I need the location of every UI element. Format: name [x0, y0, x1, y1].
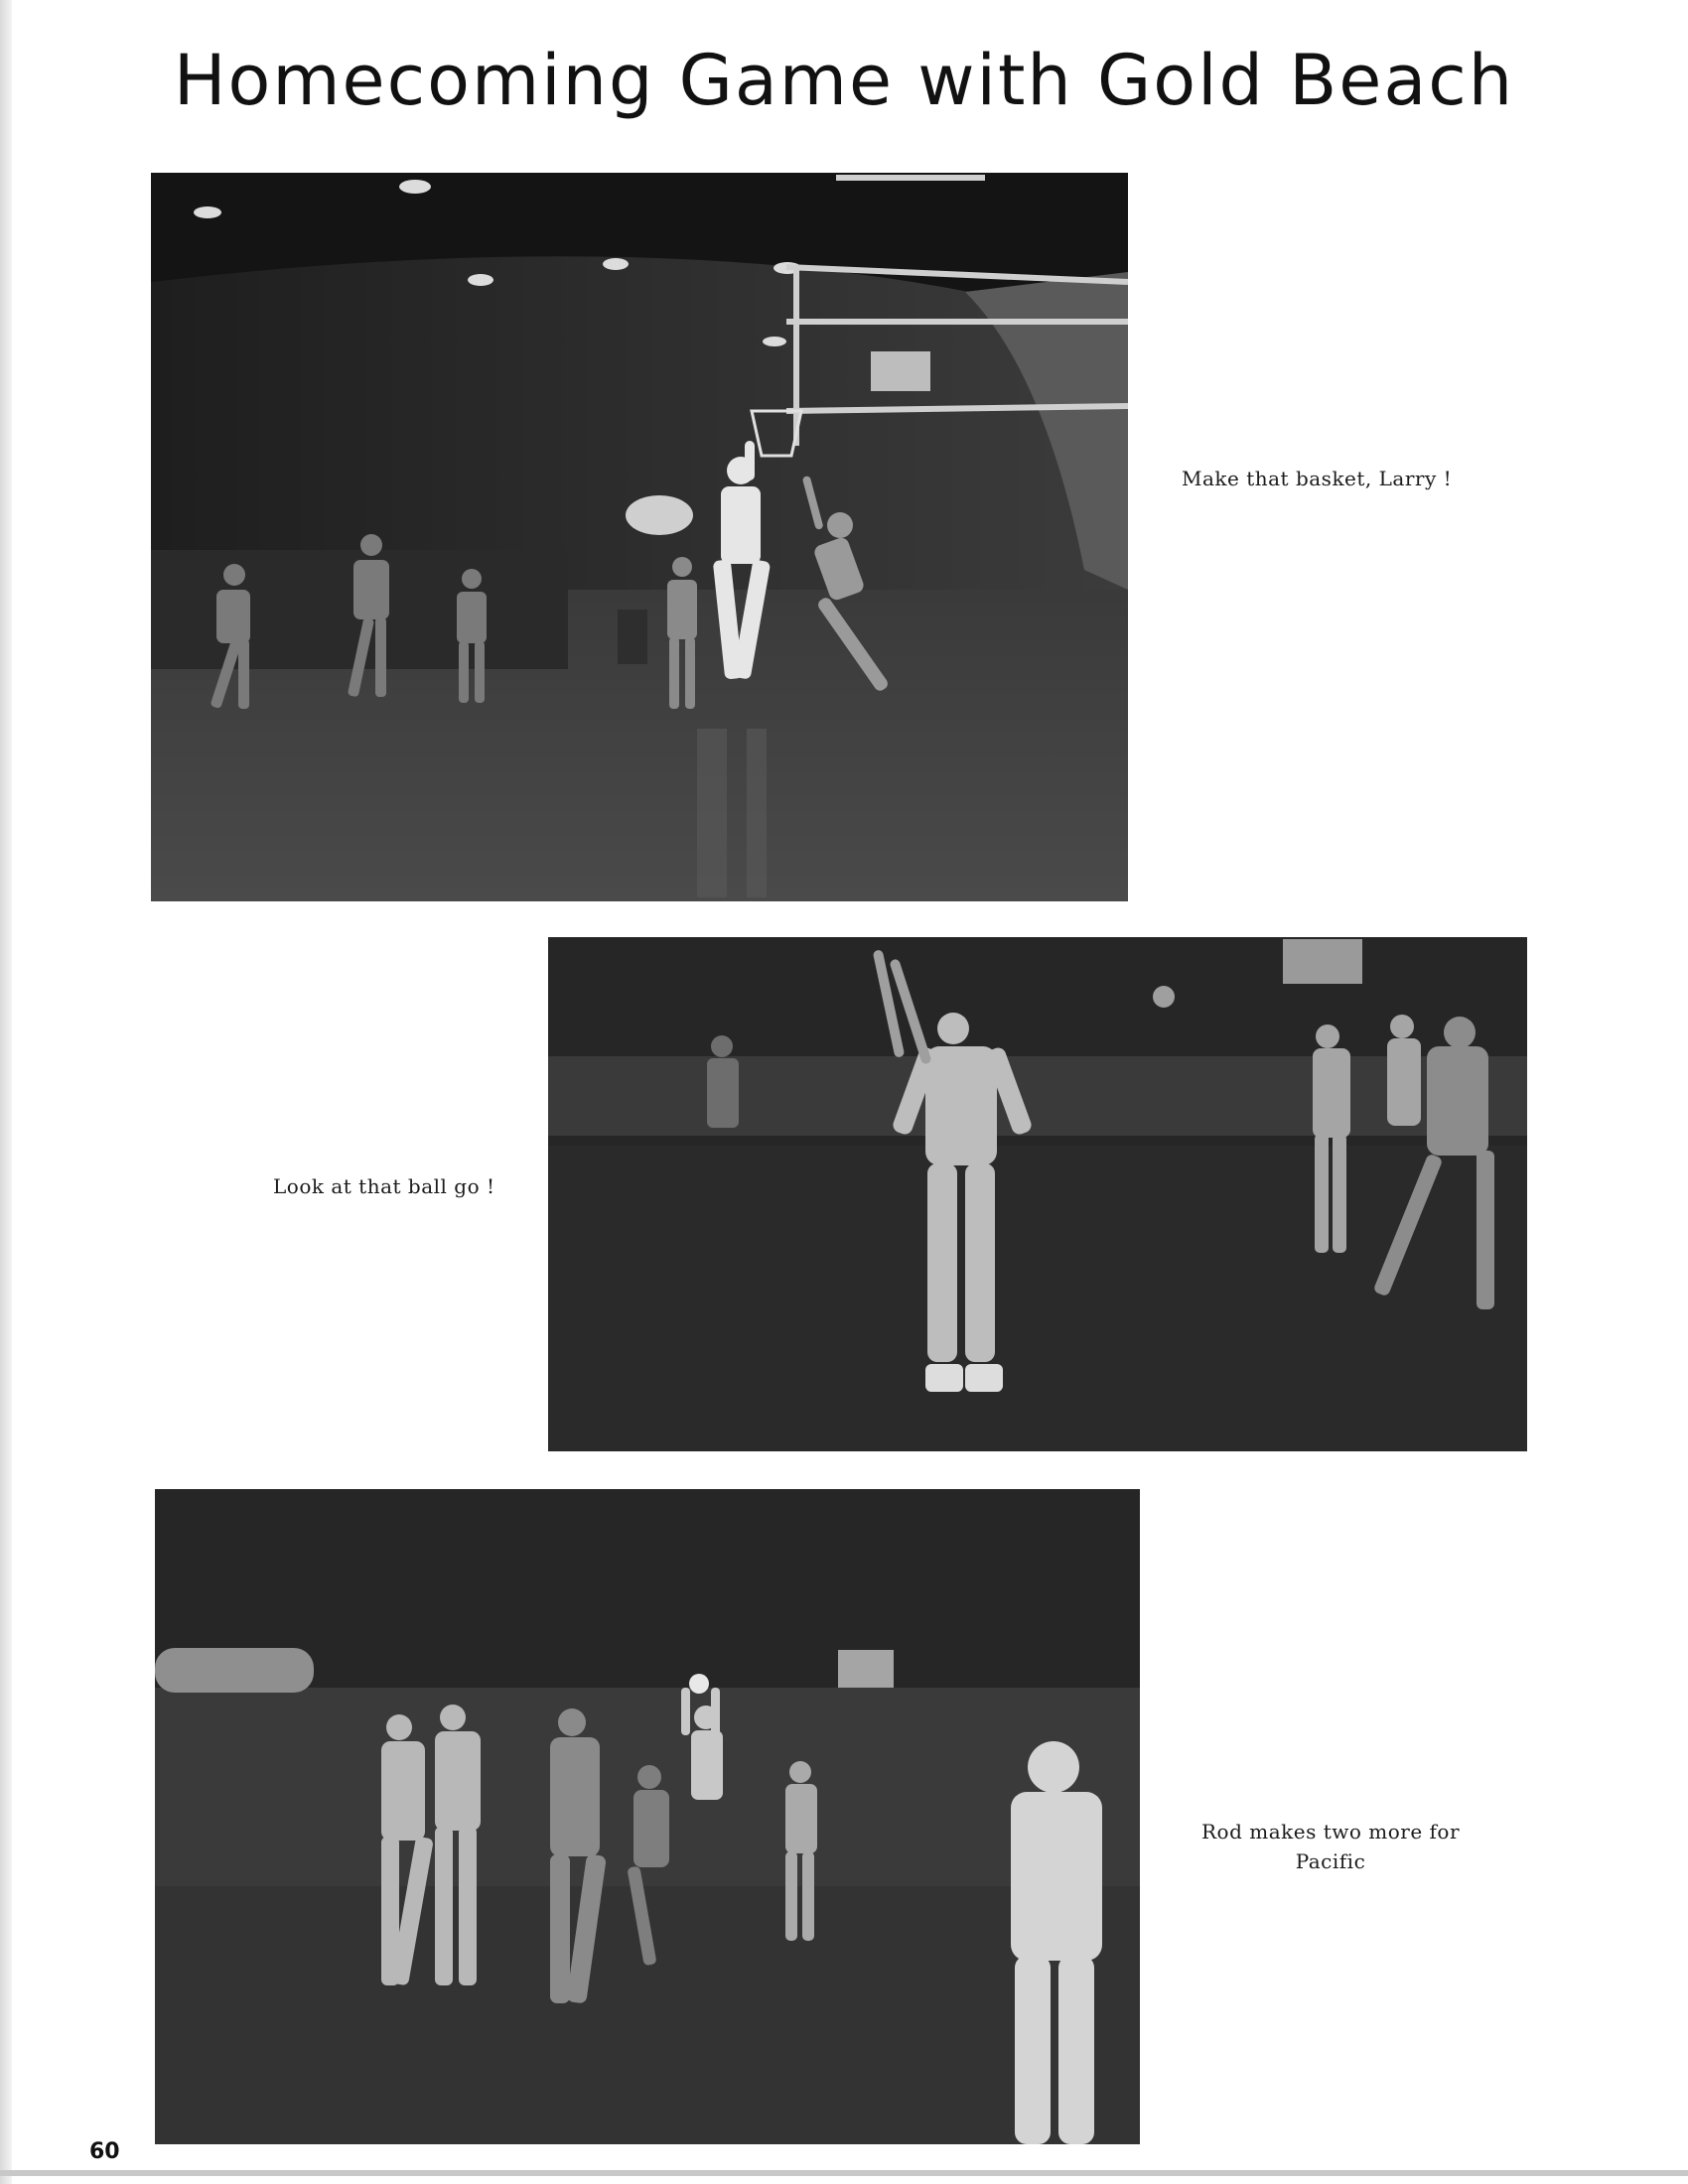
bottom-edge-divider — [0, 2170, 1688, 2176]
photo-ball-in-air — [548, 937, 1527, 1451]
photo-1-image — [151, 173, 1128, 901]
caption-photo-2: Look at that ball go ! — [273, 1174, 495, 1198]
photo-larry-shooting — [151, 173, 1128, 901]
page-edge — [0, 0, 12, 2184]
page-title: Homecoming Game with Gold Beach — [173, 40, 1515, 121]
photo-rod-scoring — [155, 1489, 1140, 2144]
caption-photo-1: Make that basket, Larry ! — [1182, 467, 1453, 490]
photo-3-image — [155, 1489, 1140, 2144]
caption-photo-3 — [1182, 1817, 1479, 1876]
photo-2-image — [548, 937, 1527, 1451]
caption-photo-3-line-2: Pacific — [1295, 1849, 1366, 1873]
caption-photo-3-line-1: Rod makes two more for — [1200, 1820, 1461, 1843]
page-number: 60 — [89, 2139, 120, 2164]
